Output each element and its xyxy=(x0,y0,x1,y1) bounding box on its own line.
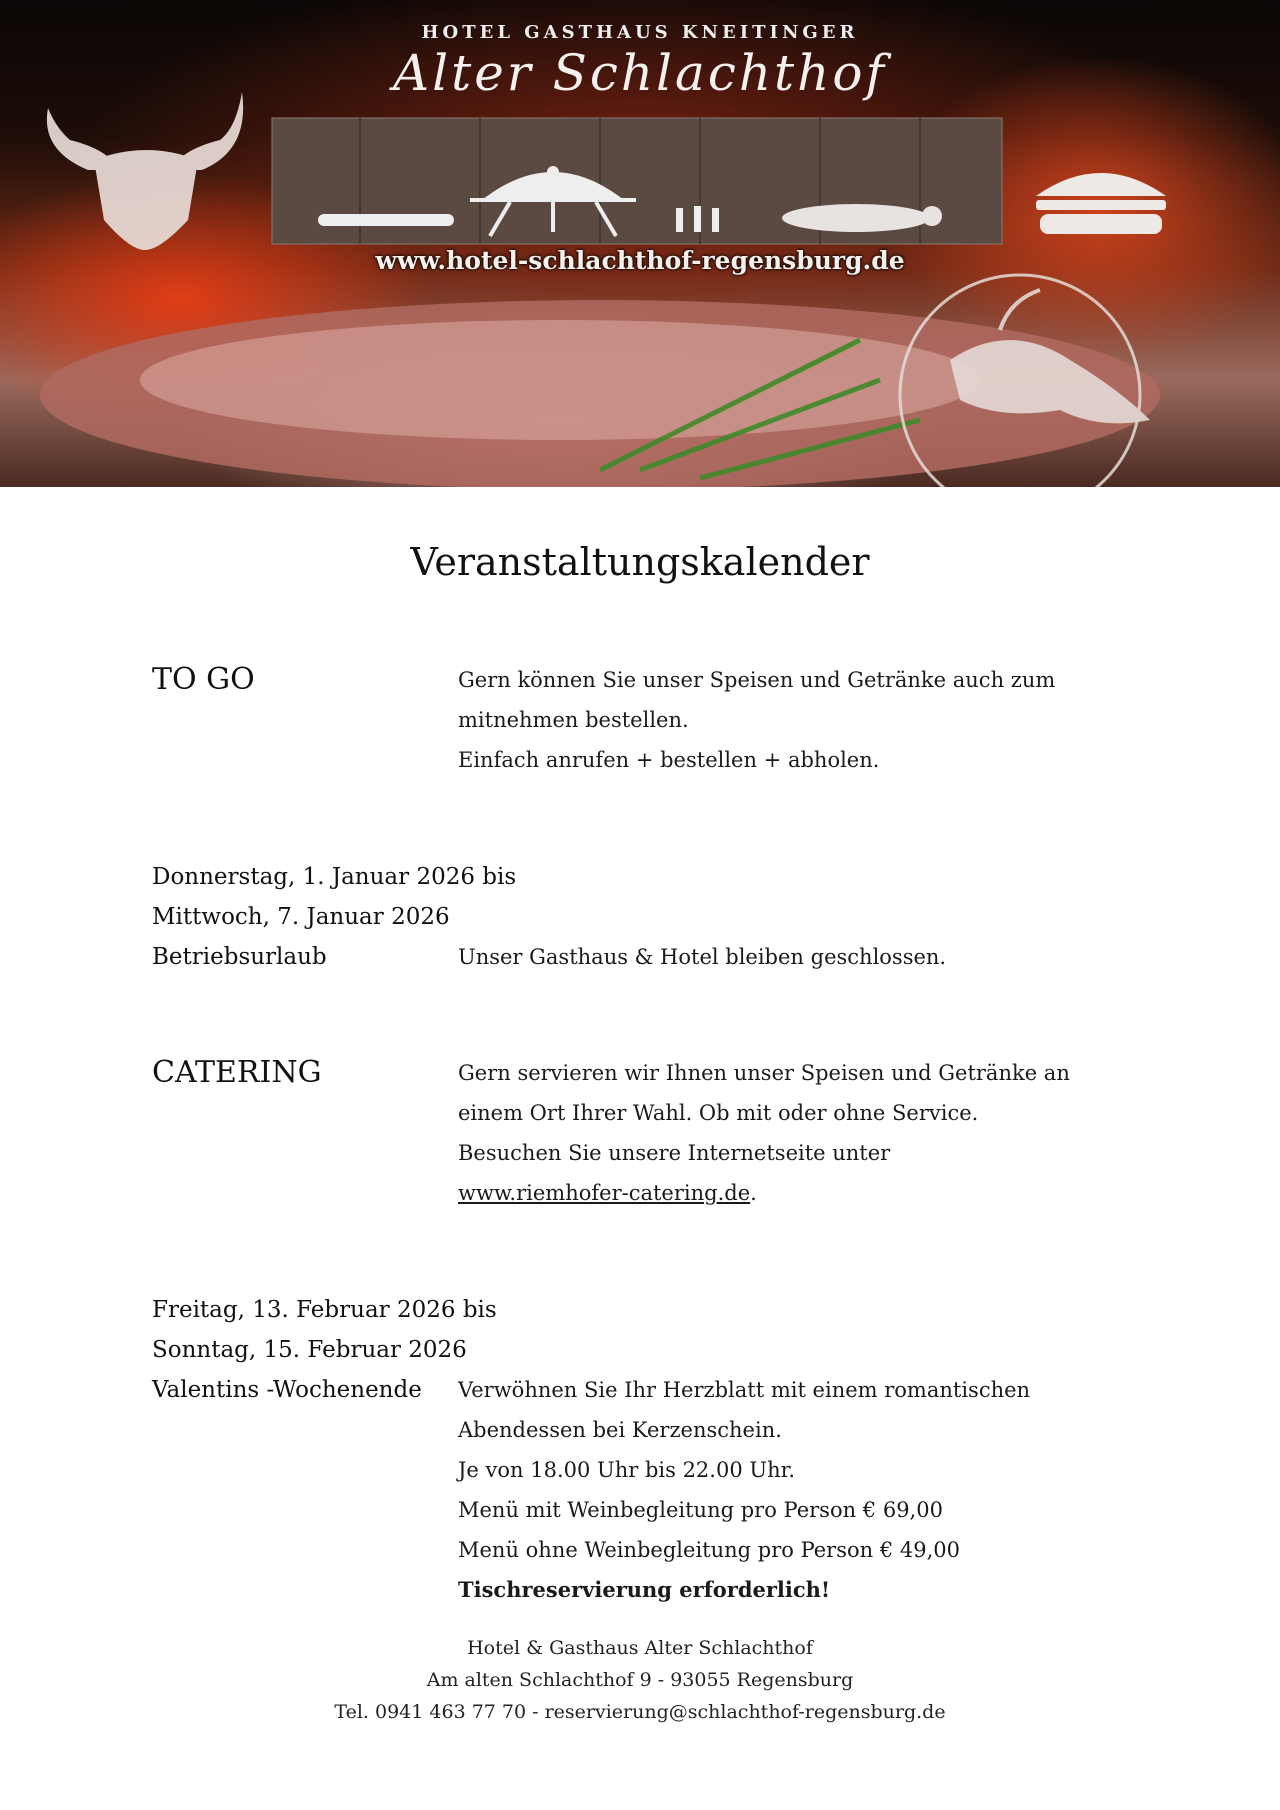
valentin-label: Valentins -Wochenende xyxy=(152,1377,422,1403)
bull-head-logo xyxy=(47,92,243,250)
valentin-line: Menü mit Weinbegleitung pro Person € 69,00 xyxy=(458,1498,943,1522)
urlaub-description xyxy=(458,937,1158,977)
banner-website-link[interactable]: www.hotel-schlachthof-regensburg.de xyxy=(375,246,905,275)
cutlery-icon xyxy=(676,206,719,232)
togo-description xyxy=(458,660,1158,780)
togo-line: Gern können Sie unser Speisen und Getränke auch zum xyxy=(458,668,1056,692)
footer-address: Am alten Schlachthof 9 - 93055 Regensburg xyxy=(426,1669,854,1691)
valentin-date-from: Freitag, 13. Februar 2026 bis xyxy=(152,1297,497,1323)
banner-hotel-name: HOTEL GASTHAUS KNEITINGER xyxy=(421,22,859,43)
catering-line: Besuchen Sie unsere Internetseite unter xyxy=(458,1141,891,1165)
valentin-line: Verwöhnen Sie Ihr Herzblatt mit einem romantischen xyxy=(458,1378,1031,1402)
valentin-line: Abendessen bei Kerzenschein. xyxy=(458,1418,782,1442)
banner-script-title: Alter Schlachthof xyxy=(393,44,887,102)
catering-line: Gern servieren wir Ihnen unser Speisen und Getränke an xyxy=(458,1061,1070,1085)
page-title: Veranstaltungskalender xyxy=(410,540,870,584)
togo-label: TO GO xyxy=(152,662,255,697)
catering-line: einem Ort Ihrer Wahl. Ob mit oder ohne Service. xyxy=(458,1101,979,1125)
catering-link-suffix: . xyxy=(750,1181,757,1205)
header-banner xyxy=(0,0,1280,487)
footer-phone-email[interactable]: Tel. 0941 463 77 70 - reservierung@schlachthof-regensburg.de xyxy=(334,1701,946,1723)
catering-description xyxy=(458,1053,1158,1213)
valentin-date-to: Sonntag, 15. Februar 2026 xyxy=(152,1337,467,1363)
burger-icon xyxy=(1036,173,1166,234)
togo-line: Einfach anrufen + bestellen + abholen. xyxy=(458,748,880,772)
catering-link-line xyxy=(458,1173,1158,1213)
catering-website-link[interactable]: www.riemhofer-catering.de xyxy=(458,1181,751,1205)
urlaub-label: Betriebsurlaub xyxy=(152,944,327,970)
footer-contact xyxy=(0,1632,1280,1728)
urlaub-date-from: Donnerstag, 1. Januar 2026 bis xyxy=(152,864,517,890)
urlaub-text: Unser Gasthaus & Hotel bleiben geschlossen. xyxy=(458,945,947,969)
urlaub-date-to: Mittwoch, 7. Januar 2026 xyxy=(152,904,450,930)
togo-line: mitnehmen bestellen. xyxy=(458,708,689,732)
reservation-required-notice: Tischreservierung erforderlich! xyxy=(458,1577,831,1602)
footer-hotel-name: Hotel & Gasthaus Alter Schlachthof xyxy=(467,1637,813,1659)
catering-label: CATERING xyxy=(152,1055,322,1090)
sausage-icon xyxy=(318,214,454,226)
valentin-line: Menü ohne Weinbegleitung pro Person € 49,00 xyxy=(458,1538,961,1562)
valentin-line: Je von 18.00 Uhr bis 22.00 Uhr. xyxy=(458,1458,795,1482)
valentin-description xyxy=(458,1370,1158,1610)
